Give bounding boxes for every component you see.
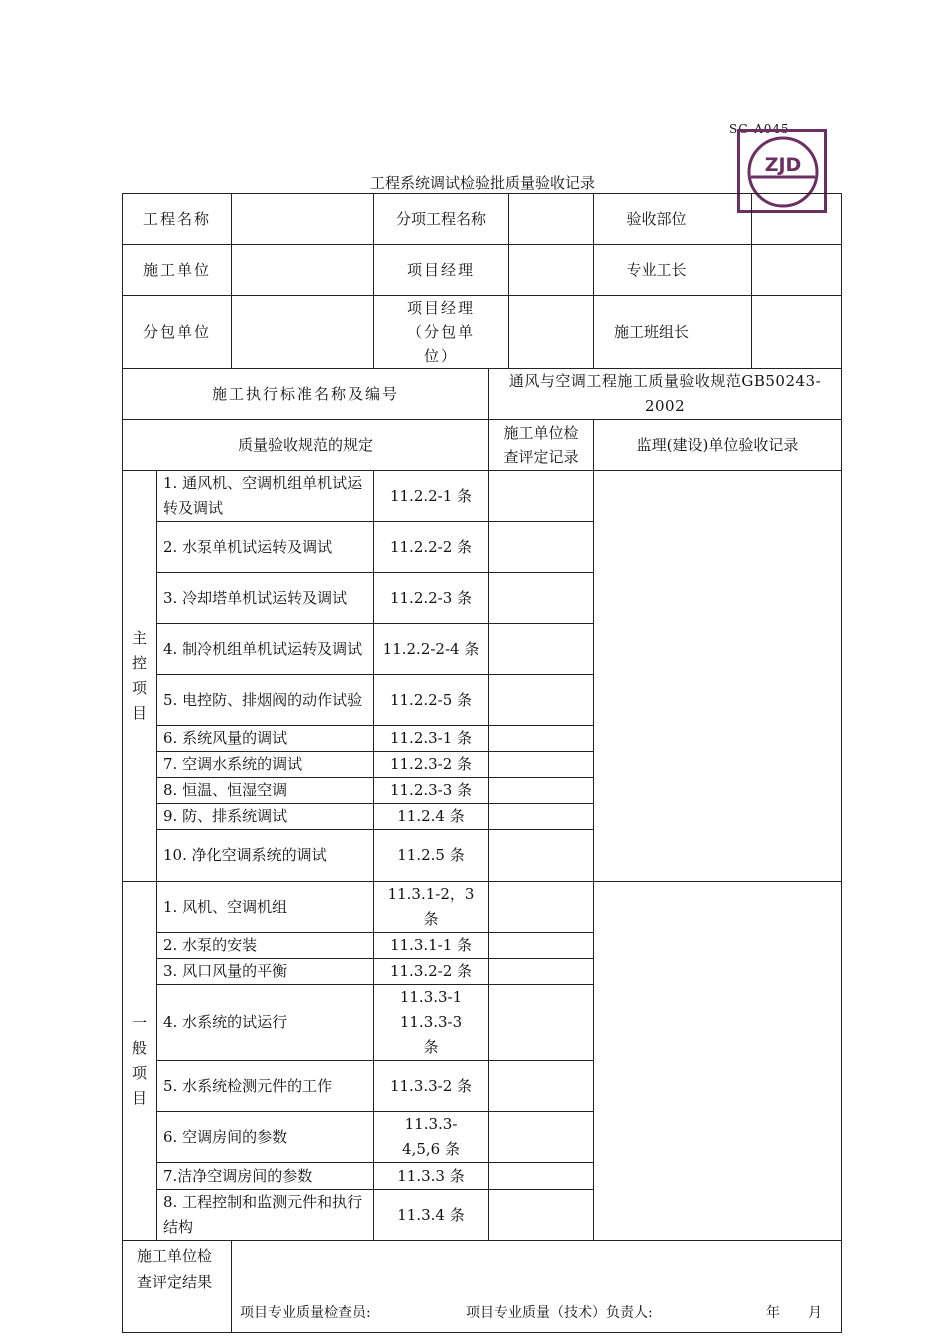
standard-value: 通风与空调工程施工质量验收规范GB50243-2002 — [489, 369, 842, 420]
project-manager-value[interactable] — [509, 245, 594, 296]
logo-text: ZJD — [764, 154, 802, 176]
professional-foreman-label: 专业工长 — [594, 245, 752, 296]
main-clause-2: 11.2.2-2 条 — [374, 522, 489, 573]
contractor-record[interactable] — [489, 624, 594, 675]
contractor-record[interactable] — [489, 1163, 594, 1190]
contractor-record[interactable] — [489, 675, 594, 726]
main-clause-4: 11.2.2-2-4 条 — [374, 624, 489, 675]
general-items-label: 一 般 项 目 — [123, 882, 157, 1241]
month-label: 月 — [808, 1305, 823, 1321]
subcontract-manager-label: 项目经理（分包单位） — [374, 296, 509, 369]
acceptance-record-table — [122, 193, 842, 1333]
general-clause-2: 11.3.1-1 条 — [374, 933, 489, 959]
general-item-3: 3. 风口风量的平衡 — [157, 959, 374, 985]
general-clause-6: 11.3.3-4,5,6 条 — [374, 1112, 489, 1163]
contractor-record[interactable] — [489, 1190, 594, 1241]
responsible-label: 项目专业质量（技术）负责人: — [466, 1305, 653, 1321]
table-row — [123, 471, 842, 522]
contractor-column-header: 施工单位检查评定记录 — [489, 420, 594, 471]
general-clause-5: 11.3.3-2 条 — [374, 1061, 489, 1112]
info-row-1 — [123, 194, 842, 245]
construction-unit-value[interactable] — [232, 245, 374, 296]
result-row — [123, 1241, 842, 1333]
main-clause-3: 11.2.2-3 条 — [374, 573, 489, 624]
general-item-2: 2. 水泵的安装 — [157, 933, 374, 959]
general-clause-4: 11.3.3-1 11.3.3-3 条 — [374, 985, 489, 1061]
general-clause-8: 11.3.4 条 — [374, 1190, 489, 1241]
subcontract-unit-value[interactable] — [232, 296, 374, 369]
main-item-5: 5. 电控防、排烟阀的动作试验 — [157, 675, 374, 726]
subcontract-unit-label: 分包单位 — [123, 296, 232, 369]
contractor-record[interactable] — [489, 882, 594, 933]
general-item-5: 5. 水系统检测元件的工作 — [157, 1061, 374, 1112]
main-clause-1: 11.2.2-1 条 — [374, 471, 489, 522]
main-item-3: 3. 冷却塔单机试运转及调试 — [157, 573, 374, 624]
contractor-record[interactable] — [489, 752, 594, 778]
form-code: SG-A045 — [729, 122, 790, 136]
team-leader-label: 施工班组长 — [594, 296, 752, 369]
main-clause-6: 11.2.3-1 条 — [374, 726, 489, 752]
supervisor-record-general[interactable] — [594, 882, 842, 1241]
general-item-7: 7.洁净空调房间的参数 — [157, 1163, 374, 1190]
main-item-9: 9. 防、排系统调试 — [157, 804, 374, 830]
main-item-2: 2. 水泵单机试运转及调试 — [157, 522, 374, 573]
acceptance-part-label: 验收部位 — [594, 194, 752, 245]
general-item-1: 1. 风机、空调机组 — [157, 882, 374, 933]
general-clause-7: 11.3.3 条 — [374, 1163, 489, 1190]
main-item-1: 1. 通风机、空调机组单机试运转及调试 — [157, 471, 374, 522]
professional-foreman-value[interactable] — [752, 245, 842, 296]
contractor-record[interactable] — [489, 778, 594, 804]
contractor-record[interactable] — [489, 804, 594, 830]
main-item-6: 6. 系统风量的调试 — [157, 726, 374, 752]
contractor-record[interactable] — [489, 726, 594, 752]
general-clause-3: 11.3.2-2 条 — [374, 959, 489, 985]
supervisor-column-header: 监理(建设)单位验收记录 — [594, 420, 842, 471]
project-name-label: 工程名称 — [123, 194, 232, 245]
document-title: 工程系统调试检验批质量验收记录 — [369, 174, 595, 192]
contractor-record[interactable] — [489, 830, 594, 882]
contractor-record[interactable] — [489, 471, 594, 522]
sub-project-label: 分项工程名称 — [374, 194, 509, 245]
main-clause-7: 11.2.3-2 条 — [374, 752, 489, 778]
main-clause-9: 11.2.4 条 — [374, 804, 489, 830]
contractor-record[interactable] — [489, 959, 594, 985]
main-items-label: 主 控 项 目 — [123, 471, 157, 882]
contractor-record[interactable] — [489, 1061, 594, 1112]
supervisor-record-main[interactable] — [594, 471, 842, 882]
spec-column-header: 质量验收规范的规定 — [123, 420, 489, 471]
table-row — [123, 882, 842, 933]
contractor-record[interactable] — [489, 933, 594, 959]
team-leader-value[interactable] — [752, 296, 842, 369]
result-cell[interactable] — [232, 1241, 842, 1333]
general-clause-1: 11.3.1-2，3 条 — [374, 882, 489, 933]
general-item-8: 8. 工程控制和监测元件和执行结构 — [157, 1190, 374, 1241]
main-item-8: 8. 恒温、恒湿空调 — [157, 778, 374, 804]
contractor-record[interactable] — [489, 1112, 594, 1163]
subcontract-manager-value[interactable] — [509, 296, 594, 369]
construction-unit-label: 施工单位 — [123, 245, 232, 296]
contractor-record[interactable] — [489, 573, 594, 624]
year-label: 年 — [766, 1305, 781, 1321]
contractor-record[interactable] — [489, 522, 594, 573]
main-clause-8: 11.2.3-3 条 — [374, 778, 489, 804]
main-item-7: 7. 空调水系统的调试 — [157, 752, 374, 778]
contractor-record[interactable] — [489, 985, 594, 1061]
main-item-10: 10. 净化空调系统的调试 — [157, 830, 374, 882]
project-name-value[interactable] — [232, 194, 374, 245]
column-header-row — [123, 420, 842, 471]
sub-project-value[interactable] — [509, 194, 594, 245]
main-clause-5: 11.2.2-5 条 — [374, 675, 489, 726]
project-manager-label: 项目经理 — [374, 245, 509, 296]
info-row-3 — [123, 296, 842, 369]
standard-label: 施工执行标准名称及编号 — [123, 369, 489, 420]
standard-row — [123, 369, 842, 420]
general-item-4: 4. 水系统的试运行 — [157, 985, 374, 1061]
inspector-label: 项目专业质量检查员: — [240, 1305, 371, 1321]
acceptance-part-value[interactable] — [752, 194, 842, 245]
result-label: 施工单位检查评定结果 — [123, 1241, 232, 1333]
general-item-6: 6. 空调房间的参数 — [157, 1112, 374, 1163]
main-item-4: 4. 制冷机组单机试运转及调试 — [157, 624, 374, 675]
main-clause-10: 11.2.5 条 — [374, 830, 489, 882]
signature-line — [240, 1301, 833, 1326]
info-row-2 — [123, 245, 842, 296]
